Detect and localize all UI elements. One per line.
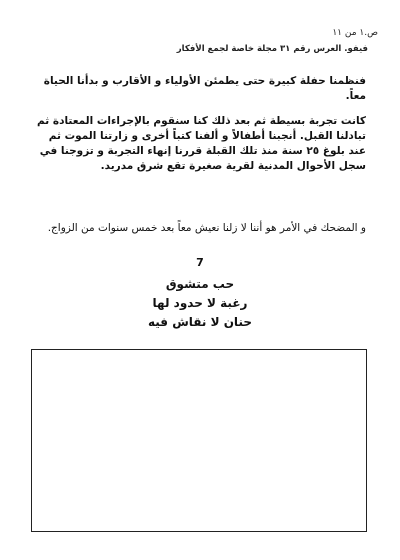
page-number: ص.١ من ١١ bbox=[332, 28, 378, 38]
poem-line-2: رغبة لا حدود لها bbox=[152, 296, 248, 310]
paragraph-2: كانت تجربة بسيطة ثم بعد ذلك كنا سنقوم بالإجراءات المعتادة ثم تبادلنا القبل. أنجبنا أطفالاً و ألفنا كتباً أخرى و زارتنا الموت ثم عند بلوغ ٢٥ سنة منذ تلك القبلة قررنا إنهاء التجربة و تزوجنا في سجل الأحوال المدنية لقرية صغيرة تقع شرق مدريد. bbox=[37, 115, 366, 172]
paragraph-1: فنظمنا حفلة كبيرة حتى يطمئن الأولياء و الأقارب و بدأنا الحياة معاً. bbox=[43, 75, 366, 102]
poem-block bbox=[0, 257, 400, 332]
running-header: فيفو. العرس رقم ٣١ مجلة خاصة لجمع الأفكار bbox=[176, 44, 368, 54]
paragraph-3: و المضحك في الأمر هو أننا لا زلنا نعيش معاً بعد خمس سنوات من الزواج. bbox=[47, 222, 366, 234]
poem-number: 7 bbox=[196, 256, 204, 269]
poem-line-3: حنان لا نقاش فيه bbox=[147, 315, 252, 329]
empty-frame bbox=[31, 349, 367, 532]
poem-line-1: حب متشوق bbox=[165, 277, 235, 291]
